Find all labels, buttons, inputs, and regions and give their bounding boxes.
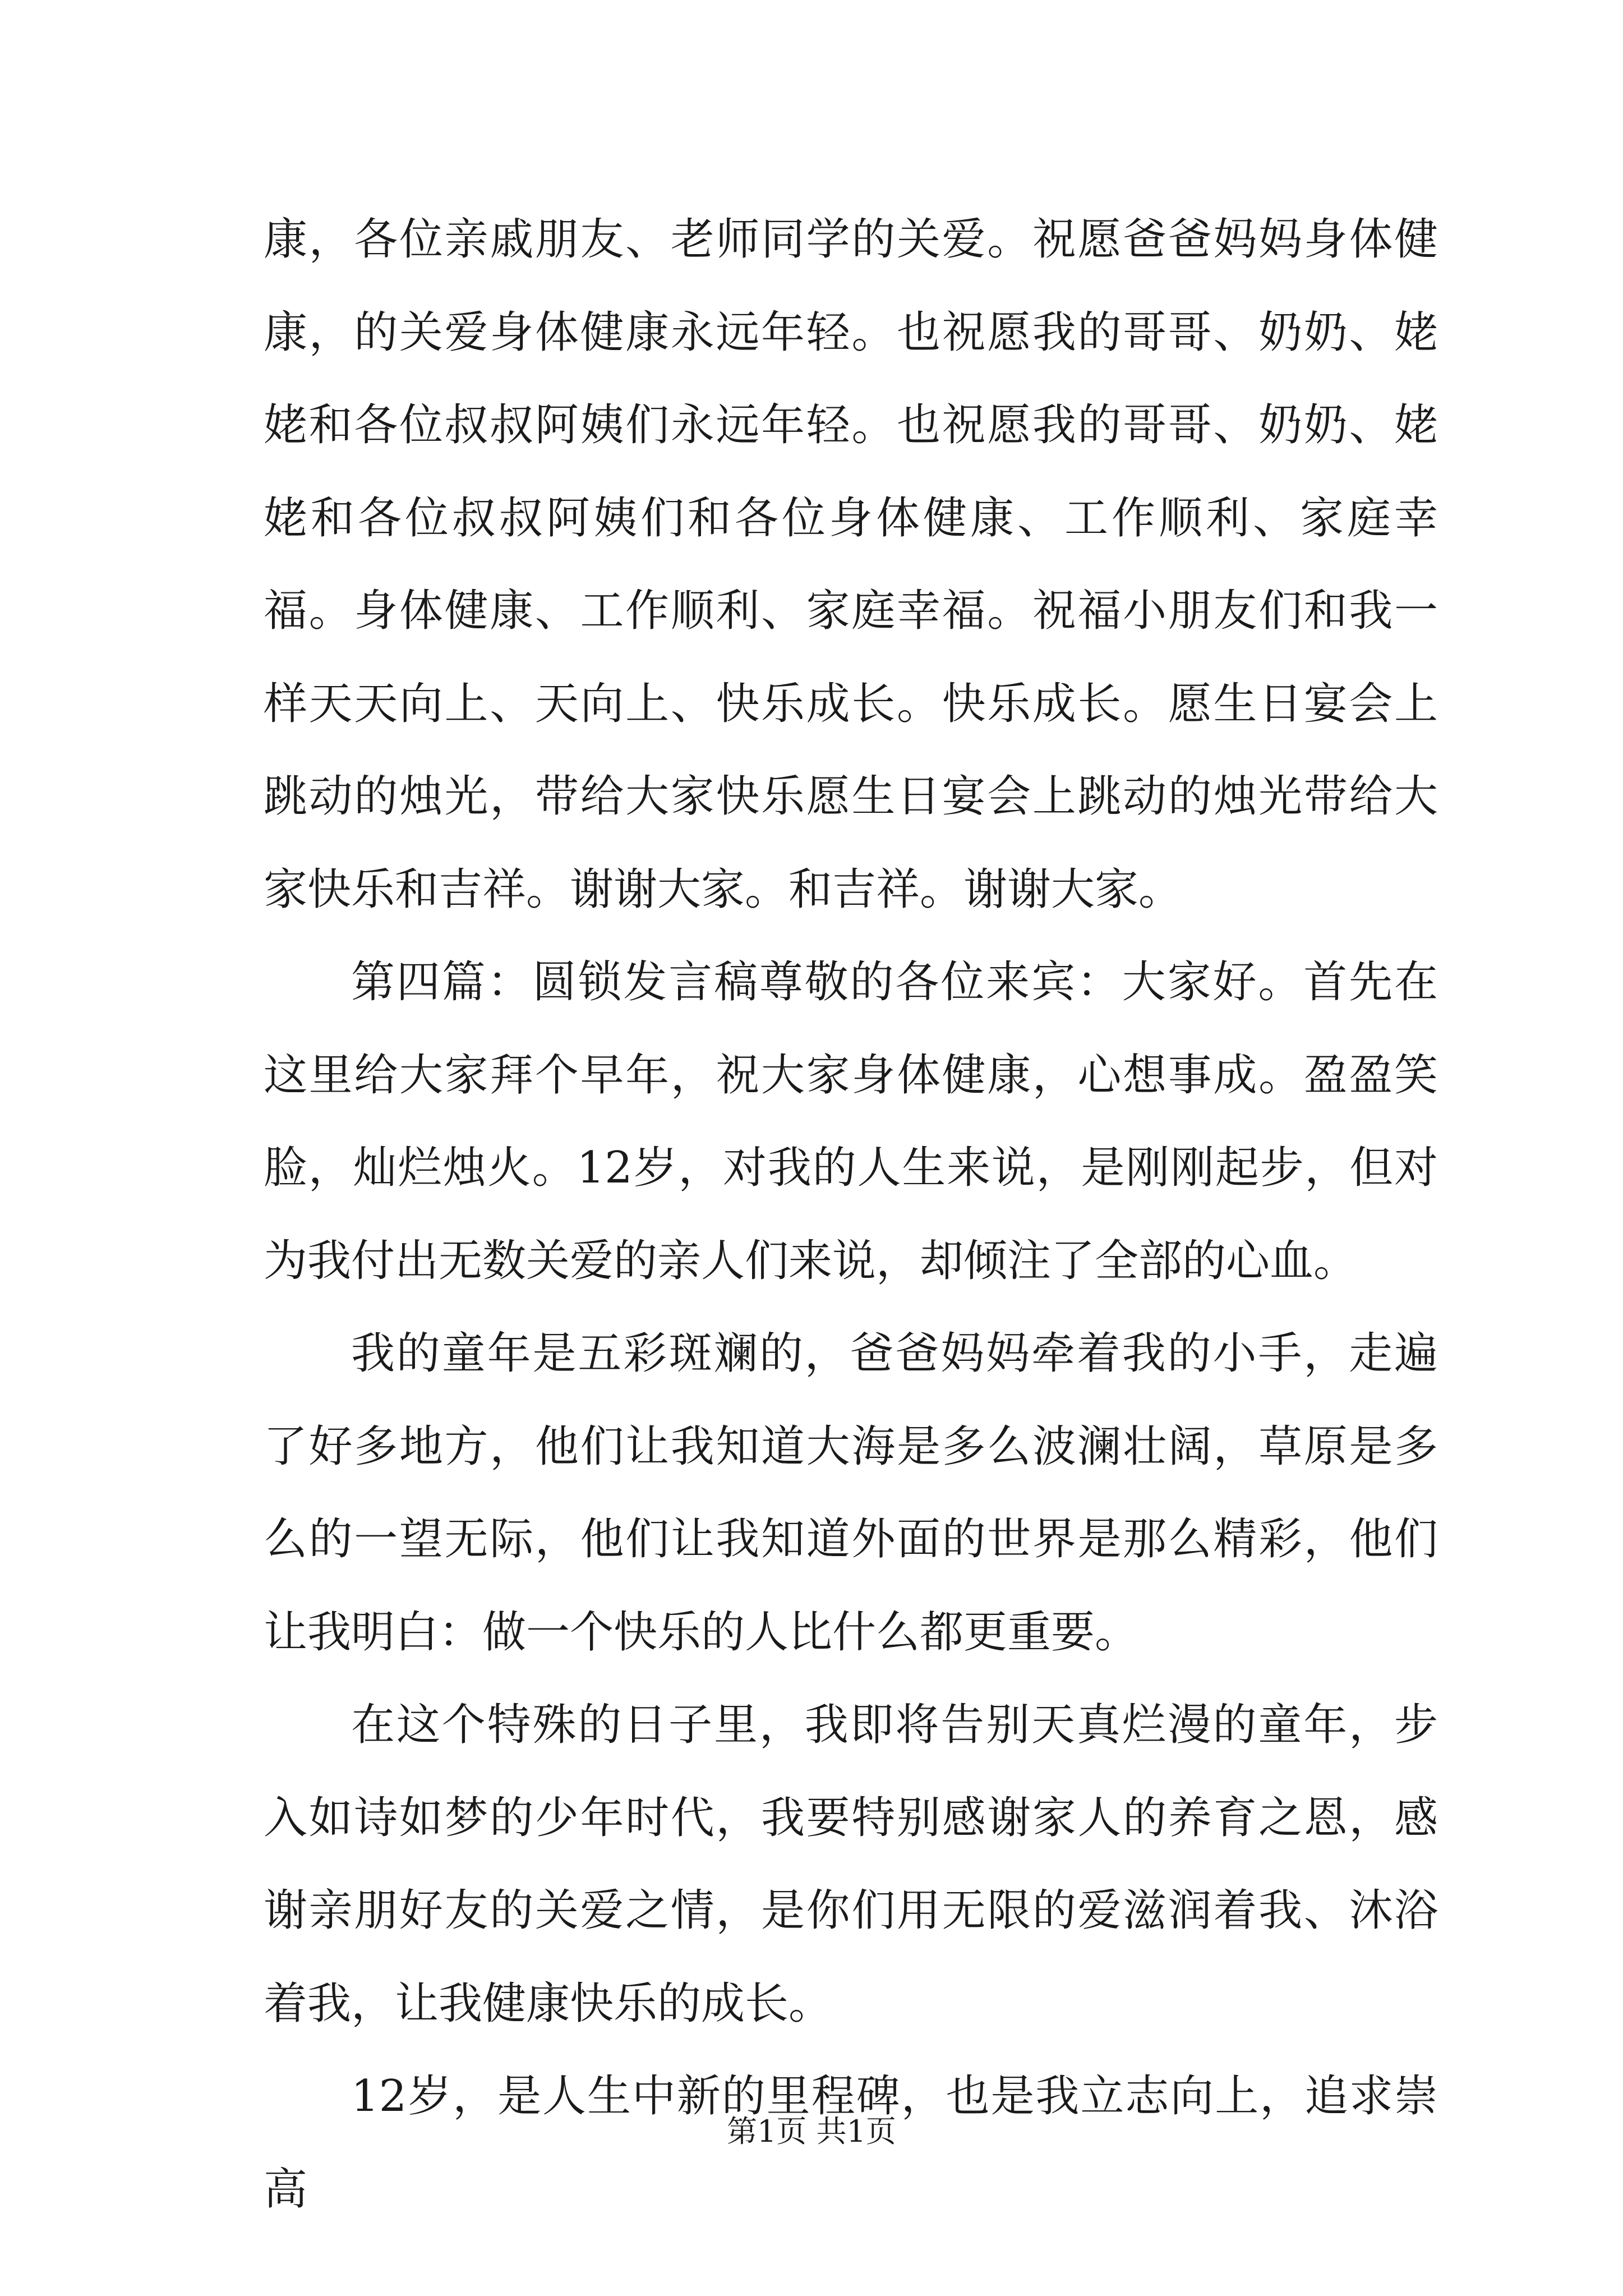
paragraph-chapter-four-intro: 第四篇：圆锁发言稿尊敬的各位来宾：大家好。首先在这里给大家拜个早年，祝大家身体健康，心想事成。盈盈笑脸，灿烂烛火。12岁，对我的人生来说，是刚刚起步，但对为我付出无数关爱的亲人们来说，却倾注了全部的心血。 xyxy=(264,957,1438,1286)
body-text xyxy=(264,194,1438,2236)
paragraph-childhood: 我的童年是五彩斑斓的，爸爸妈妈牵着我的小手，走遍了好多地方，他们让我知道大海是多么波澜壮阔，草原是多么的一望无际，他们让我知道外面的世界是那么精彩，他们让我明白：做一个快乐的人比什么都更重要。 xyxy=(264,1328,1438,1658)
paragraph-continuation: 康，各位亲戚朋友、老师同学的关爱。祝愿爸爸妈妈身体健康，的关爱身体健康永远年轻。也祝愿我的哥哥、奶奶、姥姥和各位叔叔阿姨们永远年轻。也祝愿我的哥哥、奶奶、姥姥和各位叔叔阿姨们和各位身体健康、工作顺利、家庭幸福。身体健康、工作顺利、家庭幸福。祝福小朋友们和我一样天天向上、天向上、快乐成长。快乐成长。愿生日宴会上跳动的烛光，带给大家快乐愿生日宴会上跳动的烛光带给大家快乐和吉祥。谢谢大家。和吉祥。谢谢大家。 xyxy=(264,214,1438,915)
page-footer: 第1页 共1页 xyxy=(727,2114,896,2149)
paragraph-special-day: 在这个特殊的日子里，我即将告别天真烂漫的童年，步入如诗如梦的少年时代，我要特别感谢家人的养育之恩，感谢亲朋好友的关爱之情，是你们用无限的爱滋润着我、沐浴着我，让我健康快乐的成长。 xyxy=(264,1700,1438,2029)
paragraph-milestone: 12岁，是人生中新的里程碑，也是我立志向上，追求崇高 xyxy=(264,2071,1438,2215)
